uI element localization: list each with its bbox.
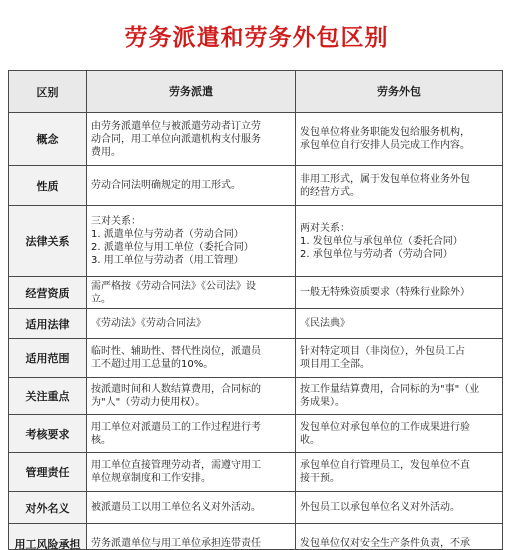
outsource-cell [296,415,502,452]
outsource-cell [296,492,502,523]
table-row [9,309,502,339]
row-label: 适用范围 [9,339,87,377]
table-row [9,206,502,277]
outsource-cell [296,166,502,205]
cell-text-line: 被派遣员工以用工单位名义对外活动。 [91,502,261,513]
cell-text-line: 动合同，用工单位向派遣机构支付服务 [91,133,261,145]
table-row [9,277,502,309]
table-row [9,453,502,492]
row-label: 性质 [9,166,87,205]
dispatch-cell [87,492,296,523]
cell-text-line: 劳动合同法明确规定的用工形式。 [91,180,241,191]
outsource-cell [296,277,502,308]
outsource-cell [296,206,502,276]
cell-text-line: 为"人"（劳动力使用权）。 [91,397,206,408]
cell-text-line: 临时性、辅助性、替代性岗位，派遣员 [91,346,261,357]
dispatch-cell [87,524,296,550]
comparison-table [8,70,503,550]
row-label: 管理责任 [9,453,87,491]
cell-text-line: 两对关系： [300,222,350,234]
cell-text-line: 用工单位对派遣员工的工作过程进行考 [91,421,261,433]
cell-text-line: 3. 用工单位与劳动者（用工管理） [91,255,244,266]
row-label: 经营资质 [9,277,87,308]
dispatch-cell [87,277,296,308]
row-label: 对外名义 [9,492,87,523]
cell-text-line: 用工单位直接管理劳动者，需遵守用工 [91,460,261,471]
dispatch-cell [87,309,296,338]
table-header-row [9,71,502,113]
outsource-cell [296,524,502,550]
row-label: 概念 [9,113,87,165]
cell-text-line: 发包单位对承包单位的工作成果进行验 [300,421,470,433]
header-difference: 区别 [9,71,87,112]
cell-text-line: 立。 [91,293,111,305]
cell-text-line: 由劳务派遣单位与被派遣劳动者订立劳 [91,120,261,132]
table-row [9,166,502,206]
cell-text-line: 针对特定项目（非岗位），外包员工占 [300,346,465,357]
outsource-cell [296,378,502,414]
cell-text-line: 外包员工以承包单位名义对外活动。 [300,502,460,513]
table-row [9,113,502,166]
cell-text-line: 核。 [91,434,111,446]
table-row [9,524,502,550]
table-row [9,492,502,524]
header-labor-outsourcing: 劳务外包 [296,71,502,112]
cell-text-line: 2. 派遣单位与用工单位（委托合同） [91,242,254,253]
cell-text-line: 收。 [300,434,320,446]
outsource-cell [296,453,502,491]
table-row [9,415,502,453]
header-labor-dispatch: 劳务派遣 [87,71,296,112]
cell-text-line: 需严格按《劳动合同法》《公司法》设 [91,280,256,292]
cell-text-line: 劳务派遣单位与用工单位承担连带责任 [91,538,261,549]
outsource-cell [296,113,502,165]
dispatch-cell [87,339,296,377]
cell-text-line: 一般无特殊资质要求（特殊行业除外） [300,287,470,298]
cell-text-line: 的经营方式。 [300,186,360,198]
cell-text-line: 发包单位将业务职能发包给服务机构， [300,127,470,138]
cell-text-line: 费用。 [91,146,121,158]
cell-text-line: 承包单位自行管理员工，发包单位不直 [300,460,470,471]
outsource-cell [296,339,502,377]
cell-text-line: 2. 承包单位与劳动者（劳动合同） [300,248,453,260]
cell-text-line: 《民法典》 [300,318,350,329]
cell-text-line: 单位规章制度和工作安排。 [91,473,211,484]
row-label: 用工风险承担 [9,524,87,550]
cell-text-line: 承包单位自行安排人员完成工作内容。 [300,140,470,151]
dispatch-cell [87,378,296,414]
cell-text-line: 项目用工全部。 [300,359,370,370]
dispatch-cell [87,453,296,491]
page-title: 劳务派遣和劳务外包区别 [124,24,389,51]
cell-text-line: 工不超过用工总量的10%。 [91,359,214,370]
cell-text-line: 非用工形式，属于发包单位将业务外包 [300,173,470,185]
row-label: 关注重点 [9,378,87,414]
cell-text-line: 1. 发包单位与承包单位（委托合同） [300,235,463,247]
dispatch-cell [87,415,296,452]
cell-text-line: 《劳动法》《劳动合同法》 [91,318,206,329]
dispatch-cell [87,113,296,165]
cell-text-line: 发包单位仅对安全生产条件负责，不承 [300,538,470,549]
row-label: 法律关系 [9,206,87,276]
cell-text-line: 1. 派遣单位与劳动者（劳动合同） [91,229,244,240]
dispatch-cell [87,206,296,276]
cell-text-line: 按派遣时间和人数结算费用，合同标的 [91,384,261,395]
row-label: 考核要求 [9,415,87,452]
dispatch-cell [87,166,296,205]
cell-text-line: 按工作量结算费用，合同标的为"事"（业 [300,384,480,395]
table-row [9,339,502,378]
cell-text-line: 接干预。 [300,473,340,484]
cell-text-line: 务成果）。 [300,397,345,408]
outsource-cell [296,309,502,338]
table-row [9,378,502,415]
row-label: 适用法律 [9,309,87,338]
cell-text-line: 三对关系： [91,216,141,227]
